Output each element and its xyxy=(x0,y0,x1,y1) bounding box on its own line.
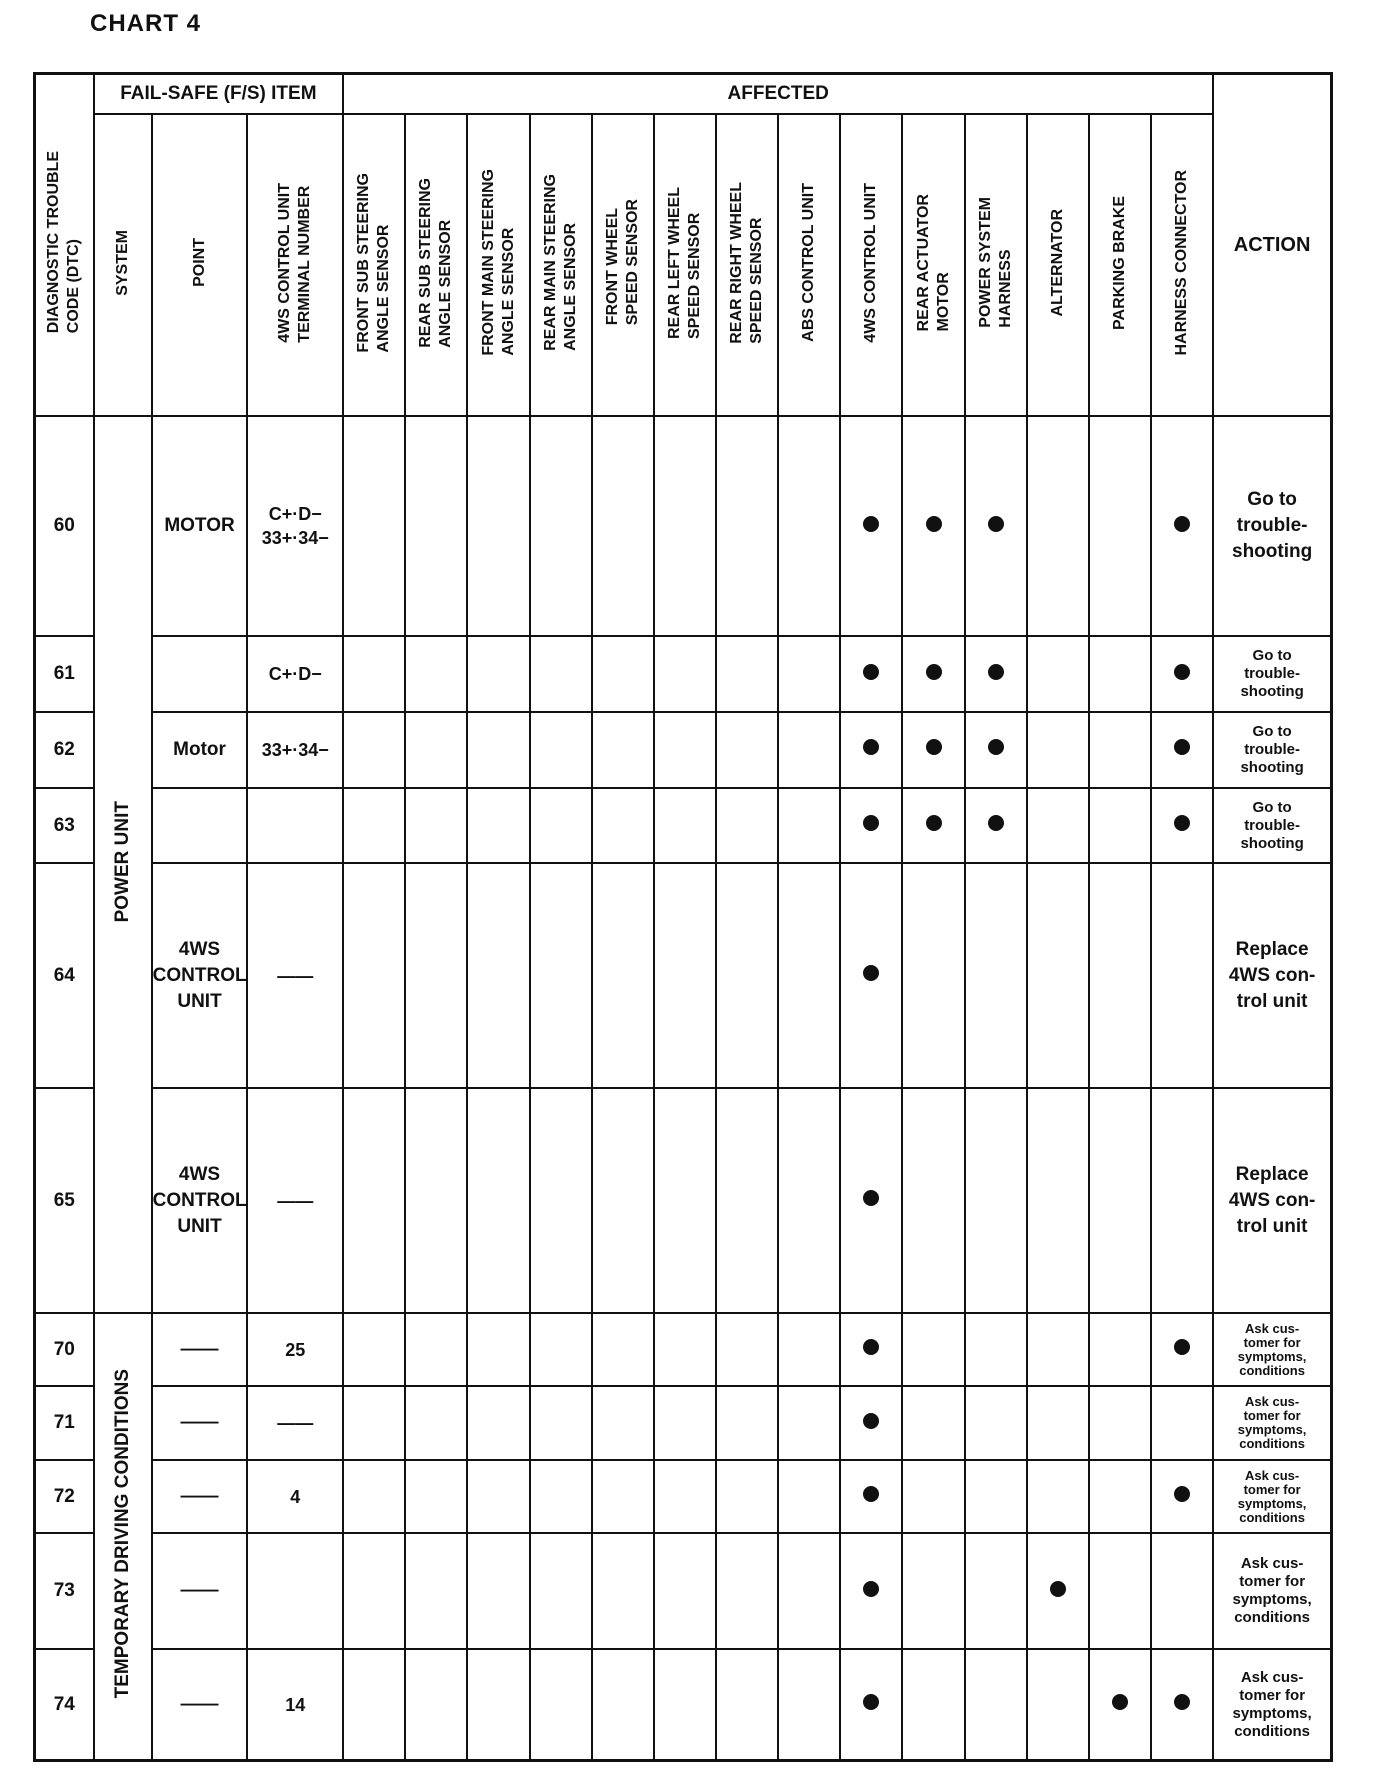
affected-dot-icon xyxy=(926,664,942,680)
affected-cell xyxy=(405,1649,467,1760)
affected-cell xyxy=(778,1088,840,1313)
system-cell xyxy=(94,1313,152,1761)
dtc-header xyxy=(35,74,94,417)
action-cell: Ask cus- tomer for symptoms, conditions xyxy=(1213,1649,1331,1760)
affected-cell xyxy=(716,863,778,1088)
affected-header-label: REAR SUB STEERING ANGLE SENSOR xyxy=(417,177,455,348)
affected-cell xyxy=(716,1460,778,1533)
affected-cell xyxy=(716,1649,778,1760)
dtc-code: 64 xyxy=(35,863,94,1088)
affected-cell xyxy=(654,863,716,1088)
affected-header xyxy=(1089,114,1151,416)
dtc-code: 74 xyxy=(35,1649,94,1760)
affected-cell xyxy=(965,1386,1027,1459)
affected-dot-icon xyxy=(1174,664,1190,680)
affected-cell xyxy=(530,1533,592,1649)
affected-cell xyxy=(530,1313,592,1386)
affected-cell xyxy=(343,788,405,864)
affected-cell xyxy=(1151,636,1213,712)
affected-dot-icon xyxy=(1174,815,1190,831)
affected-cell xyxy=(1027,1649,1089,1760)
terminal-cell: —— xyxy=(247,863,343,1088)
action-cell: Go to trouble- shooting xyxy=(1213,636,1331,712)
terminal-cell: C+·D− xyxy=(247,636,343,712)
affected-cell xyxy=(840,416,902,636)
affected-header-label: REAR LEFT WHEEL SPEED SENSOR xyxy=(665,186,703,339)
affected-cell xyxy=(592,712,654,788)
system-label: POWER UNIT xyxy=(111,801,133,923)
affected-cell xyxy=(1089,1313,1151,1386)
affected-cell xyxy=(405,788,467,864)
affected-cell xyxy=(1089,636,1151,712)
affected-cell xyxy=(467,1313,529,1386)
affected-dot-icon xyxy=(1174,739,1190,755)
affected-cell xyxy=(965,1533,1027,1649)
affected-cell xyxy=(530,712,592,788)
affected-cell xyxy=(467,712,529,788)
affected-cell xyxy=(592,788,654,864)
affected-cell xyxy=(1027,863,1089,1088)
terminal-cell: 33+·34− xyxy=(247,712,343,788)
affected-cell xyxy=(530,788,592,864)
table-row xyxy=(35,1088,1332,1313)
point-cell: —— xyxy=(152,1313,248,1386)
affected-cell xyxy=(1151,712,1213,788)
affected-header-label: FRONT WHEEL SPEED SENSOR xyxy=(603,199,641,326)
affected-cell xyxy=(530,1386,592,1459)
affected-cell xyxy=(1151,1649,1213,1760)
affected-cell xyxy=(778,1386,840,1459)
failsafe-group-header: FAIL-SAFE (F/S) ITEM xyxy=(94,74,344,115)
affected-header-label: REAR ACTUATOR MOTOR xyxy=(914,193,952,332)
affected-cell xyxy=(902,1088,964,1313)
affected-cell xyxy=(965,1313,1027,1386)
affected-cell xyxy=(530,1649,592,1760)
affected-cell xyxy=(716,788,778,864)
affected-dot-icon xyxy=(1112,1694,1128,1710)
affected-cell xyxy=(1089,1533,1151,1649)
system-cell xyxy=(94,416,152,1313)
affected-cell xyxy=(1027,1088,1089,1313)
affected-header-label: FRONT MAIN STEERING ANGLE SENSOR xyxy=(479,169,517,356)
affected-cell xyxy=(654,1649,716,1760)
affected-dot-icon xyxy=(1174,1486,1190,1502)
affected-cell xyxy=(1089,1460,1151,1533)
affected-cell xyxy=(1151,788,1213,864)
affected-dot-icon xyxy=(863,1694,879,1710)
system-header-label: SYSTEM xyxy=(113,229,131,296)
affected-header xyxy=(654,114,716,416)
terminal-header-label: 4WS CONTROL UNIT TERMINAL NUMBER xyxy=(276,182,314,343)
dtc-code: 72 xyxy=(35,1460,94,1533)
action-cell: Go to trouble- shooting xyxy=(1213,712,1331,788)
table-row xyxy=(35,1460,1332,1533)
terminal-cell: C+·D− 33+·34− xyxy=(247,416,343,636)
affected-cell xyxy=(1151,863,1213,1088)
affected-cell xyxy=(965,1649,1027,1760)
affected-cell xyxy=(467,1386,529,1459)
point-cell: Motor xyxy=(152,712,248,788)
affected-header xyxy=(965,114,1027,416)
table-row xyxy=(35,1649,1332,1760)
affected-cell xyxy=(716,712,778,788)
affected-cell xyxy=(343,712,405,788)
affected-cell xyxy=(1151,416,1213,636)
affected-dot-icon xyxy=(988,739,1004,755)
affected-cell xyxy=(840,1649,902,1760)
affected-header-label: POWER SYSTEM HARNESS xyxy=(976,197,1014,328)
action-cell: Go to trouble- shooting xyxy=(1213,788,1331,864)
affected-cell xyxy=(1151,1088,1213,1313)
dtc-code: 60 xyxy=(35,416,94,636)
affected-cell xyxy=(592,1533,654,1649)
terminal-cell: —— xyxy=(247,1386,343,1459)
affected-dot-icon xyxy=(1174,516,1190,532)
affected-cell xyxy=(902,1533,964,1649)
affected-cell xyxy=(1089,1088,1151,1313)
affected-cell xyxy=(405,1313,467,1386)
affected-cell xyxy=(965,788,1027,864)
affected-cell xyxy=(530,1460,592,1533)
affected-cell xyxy=(1151,1460,1213,1533)
affected-cell xyxy=(654,788,716,864)
affected-cell xyxy=(1151,1533,1213,1649)
terminal-cell xyxy=(247,1533,343,1649)
affected-cell xyxy=(405,1088,467,1313)
affected-cell xyxy=(1151,1386,1213,1459)
affected-cell xyxy=(902,1460,964,1533)
affected-cell xyxy=(1151,1313,1213,1386)
affected-header xyxy=(405,114,467,416)
affected-dot-icon xyxy=(1174,1339,1190,1355)
affected-dot-icon xyxy=(926,516,942,532)
affected-cell xyxy=(716,1088,778,1313)
affected-cell xyxy=(530,636,592,712)
affected-cell xyxy=(902,712,964,788)
affected-cell xyxy=(1027,788,1089,864)
affected-cell xyxy=(592,1313,654,1386)
affected-cell xyxy=(840,636,902,712)
affected-cell xyxy=(965,863,1027,1088)
table-row xyxy=(35,1313,1332,1386)
affected-cell xyxy=(592,636,654,712)
affected-header xyxy=(343,114,405,416)
affected-cell xyxy=(343,416,405,636)
affected-cell xyxy=(716,1533,778,1649)
table-row xyxy=(35,1533,1332,1649)
action-cell: Replace 4WS con- trol unit xyxy=(1213,863,1331,1088)
affected-cell xyxy=(1089,863,1151,1088)
affected-header xyxy=(840,114,902,416)
affected-cell xyxy=(1027,1386,1089,1459)
affected-cell xyxy=(840,788,902,864)
affected-cell xyxy=(592,1386,654,1459)
table-row xyxy=(35,788,1332,864)
affected-cell xyxy=(1027,636,1089,712)
dtc-code: 61 xyxy=(35,636,94,712)
affected-header-label: REAR MAIN STEERING ANGLE SENSOR xyxy=(541,174,579,351)
affected-cell xyxy=(778,1460,840,1533)
affected-cell xyxy=(467,863,529,1088)
affected-dot-icon xyxy=(863,1413,879,1429)
affected-dot-icon xyxy=(863,815,879,831)
action-cell: Ask cus- tomer for symptoms, conditions xyxy=(1213,1533,1331,1649)
point-cell: 4WS CONTROL UNIT xyxy=(152,1088,248,1313)
affected-cell xyxy=(965,1088,1027,1313)
terminal-cell: 4 xyxy=(247,1460,343,1533)
affected-cell xyxy=(343,1533,405,1649)
affected-cell xyxy=(778,712,840,788)
affected-cell xyxy=(592,863,654,1088)
affected-cell xyxy=(592,1088,654,1313)
affected-cell xyxy=(902,416,964,636)
point-cell xyxy=(152,636,248,712)
affected-cell xyxy=(778,788,840,864)
affected-cell xyxy=(405,1386,467,1459)
terminal-cell: 25 xyxy=(247,1313,343,1386)
affected-cell xyxy=(902,863,964,1088)
action-cell: Replace 4WS con- trol unit xyxy=(1213,1088,1331,1313)
affected-header xyxy=(467,114,529,416)
affected-header-label: 4WS CONTROL UNIT xyxy=(862,182,880,343)
affected-cell xyxy=(840,863,902,1088)
table-row xyxy=(35,416,1332,636)
affected-header xyxy=(1027,114,1089,416)
affected-cell xyxy=(1027,1460,1089,1533)
affected-cell xyxy=(965,712,1027,788)
affected-cell xyxy=(654,1088,716,1313)
affected-cell xyxy=(840,1533,902,1649)
affected-cell xyxy=(778,863,840,1088)
affected-cell xyxy=(530,1088,592,1313)
affected-cell xyxy=(592,1649,654,1760)
affected-cell xyxy=(902,1386,964,1459)
affected-dot-icon xyxy=(988,516,1004,532)
affected-cell xyxy=(592,1460,654,1533)
dtc-header-label: DIAGNOSTIC TROUBLE CODE (DTC) xyxy=(45,151,83,334)
affected-header xyxy=(592,114,654,416)
action-header: ACTION xyxy=(1213,74,1331,417)
affected-cell xyxy=(965,636,1027,712)
affected-cell xyxy=(467,636,529,712)
affected-cell xyxy=(405,1533,467,1649)
table-row xyxy=(35,636,1332,712)
affected-cell xyxy=(467,416,529,636)
point-cell: —— xyxy=(152,1386,248,1459)
affected-cell xyxy=(840,1088,902,1313)
affected-dot-icon xyxy=(863,664,879,680)
affected-header xyxy=(530,114,592,416)
affected-cell xyxy=(716,416,778,636)
affected-cell xyxy=(343,1313,405,1386)
affected-cell xyxy=(343,636,405,712)
dtc-code: 63 xyxy=(35,788,94,864)
dtc-code: 62 xyxy=(35,712,94,788)
affected-cell xyxy=(716,636,778,712)
affected-header xyxy=(1151,114,1213,416)
affected-header-label: ABS CONTROL UNIT xyxy=(800,183,818,342)
affected-cell xyxy=(840,1313,902,1386)
affected-cell xyxy=(1089,1386,1151,1459)
affected-dot-icon xyxy=(863,1581,879,1597)
affected-cell xyxy=(778,1649,840,1760)
affected-cell xyxy=(654,1313,716,1386)
affected-cell xyxy=(654,712,716,788)
point-header-label: POINT xyxy=(190,238,208,287)
point-cell: —— xyxy=(152,1533,248,1649)
dtc-code: 73 xyxy=(35,1533,94,1649)
affected-cell xyxy=(902,788,964,864)
affected-dot-icon xyxy=(863,1190,879,1206)
affected-dot-icon xyxy=(863,739,879,755)
affected-dot-icon xyxy=(863,965,879,981)
terminal-cell xyxy=(247,788,343,864)
affected-header xyxy=(778,114,840,416)
affected-header xyxy=(902,114,964,416)
dtc-chart-table xyxy=(33,72,1333,1762)
system-header xyxy=(94,114,152,416)
affected-cell xyxy=(343,863,405,1088)
affected-header-label: HARNESS CONNECTOR xyxy=(1173,169,1191,356)
affected-dot-icon xyxy=(863,1339,879,1355)
table-row xyxy=(35,712,1332,788)
action-cell: Ask cus- tomer for symptoms, conditions xyxy=(1213,1313,1331,1386)
affected-cell xyxy=(530,863,592,1088)
affected-cell xyxy=(343,1460,405,1533)
affected-cell xyxy=(902,636,964,712)
affected-group-header: AFFECTED xyxy=(343,74,1213,115)
affected-cell xyxy=(467,1088,529,1313)
table-row xyxy=(35,863,1332,1088)
point-cell: —— xyxy=(152,1460,248,1533)
affected-cell xyxy=(654,1386,716,1459)
affected-cell xyxy=(654,1460,716,1533)
affected-cell xyxy=(902,1649,964,1760)
affected-cell xyxy=(778,1533,840,1649)
affected-cell xyxy=(405,636,467,712)
action-cell: Go to trouble- shooting xyxy=(1213,416,1331,636)
affected-cell xyxy=(467,1649,529,1760)
affected-cell xyxy=(467,1533,529,1649)
affected-header xyxy=(716,114,778,416)
affected-cell xyxy=(965,1460,1027,1533)
affected-cell xyxy=(343,1386,405,1459)
action-cell: Ask cus- tomer for symptoms, conditions xyxy=(1213,1460,1331,1533)
affected-cell xyxy=(1089,416,1151,636)
dtc-code: 70 xyxy=(35,1313,94,1386)
point-cell: MOTOR xyxy=(152,416,248,636)
affected-dot-icon xyxy=(863,516,879,532)
affected-cell xyxy=(1089,1649,1151,1760)
terminal-header xyxy=(247,114,343,416)
affected-dot-icon xyxy=(926,815,942,831)
point-cell xyxy=(152,788,248,864)
affected-dot-icon xyxy=(863,1486,879,1502)
affected-cell xyxy=(1027,712,1089,788)
affected-cell xyxy=(343,1649,405,1760)
affected-cell xyxy=(1089,712,1151,788)
affected-cell xyxy=(778,416,840,636)
affected-cell xyxy=(778,1313,840,1386)
affected-cell xyxy=(965,416,1027,636)
affected-header-label: FRONT SUB STEERING ANGLE SENSOR xyxy=(355,172,393,353)
affected-cell xyxy=(654,636,716,712)
point-header xyxy=(152,114,248,416)
affected-cell xyxy=(467,788,529,864)
affected-header-label: ALTERNATOR xyxy=(1048,208,1066,317)
affected-cell xyxy=(405,1460,467,1533)
affected-cell xyxy=(343,1088,405,1313)
affected-cell xyxy=(467,1460,529,1533)
affected-cell xyxy=(654,1533,716,1649)
affected-cell xyxy=(1027,416,1089,636)
affected-cell xyxy=(1089,788,1151,864)
affected-cell xyxy=(778,636,840,712)
affected-dot-icon xyxy=(1174,1694,1190,1710)
affected-cell xyxy=(902,1313,964,1386)
affected-header-label: REAR RIGHT WHEEL SPEED SENSOR xyxy=(728,181,766,344)
column-header-row xyxy=(35,114,1332,416)
action-cell: Ask cus- tomer for symptoms, conditions xyxy=(1213,1386,1331,1459)
affected-dot-icon xyxy=(988,815,1004,831)
group-header-row xyxy=(35,74,1332,115)
dtc-code: 65 xyxy=(35,1088,94,1313)
affected-cell xyxy=(530,416,592,636)
table-row xyxy=(35,1386,1332,1459)
affected-cell xyxy=(716,1386,778,1459)
dtc-code: 71 xyxy=(35,1386,94,1459)
affected-cell xyxy=(405,416,467,636)
point-cell: —— xyxy=(152,1649,248,1760)
terminal-cell: 14 xyxy=(247,1649,343,1760)
point-cell: 4WS CONTROL UNIT xyxy=(152,863,248,1088)
affected-dot-icon xyxy=(988,664,1004,680)
affected-header-label: PARKING BRAKE xyxy=(1110,195,1128,330)
affected-cell xyxy=(716,1313,778,1386)
affected-cell xyxy=(405,863,467,1088)
system-label: TEMPORARY DRIVING CONDITIONS xyxy=(111,1369,133,1699)
affected-dot-icon xyxy=(926,739,942,755)
affected-cell xyxy=(592,416,654,636)
affected-cell xyxy=(1027,1313,1089,1386)
affected-cell xyxy=(840,712,902,788)
affected-cell xyxy=(1027,1533,1089,1649)
affected-dot-icon xyxy=(1050,1581,1066,1597)
affected-cell xyxy=(840,1460,902,1533)
chart-title: CHART 4 xyxy=(90,10,202,37)
affected-cell xyxy=(654,416,716,636)
affected-cell xyxy=(405,712,467,788)
affected-cell xyxy=(840,1386,902,1459)
terminal-cell: —— xyxy=(247,1088,343,1313)
